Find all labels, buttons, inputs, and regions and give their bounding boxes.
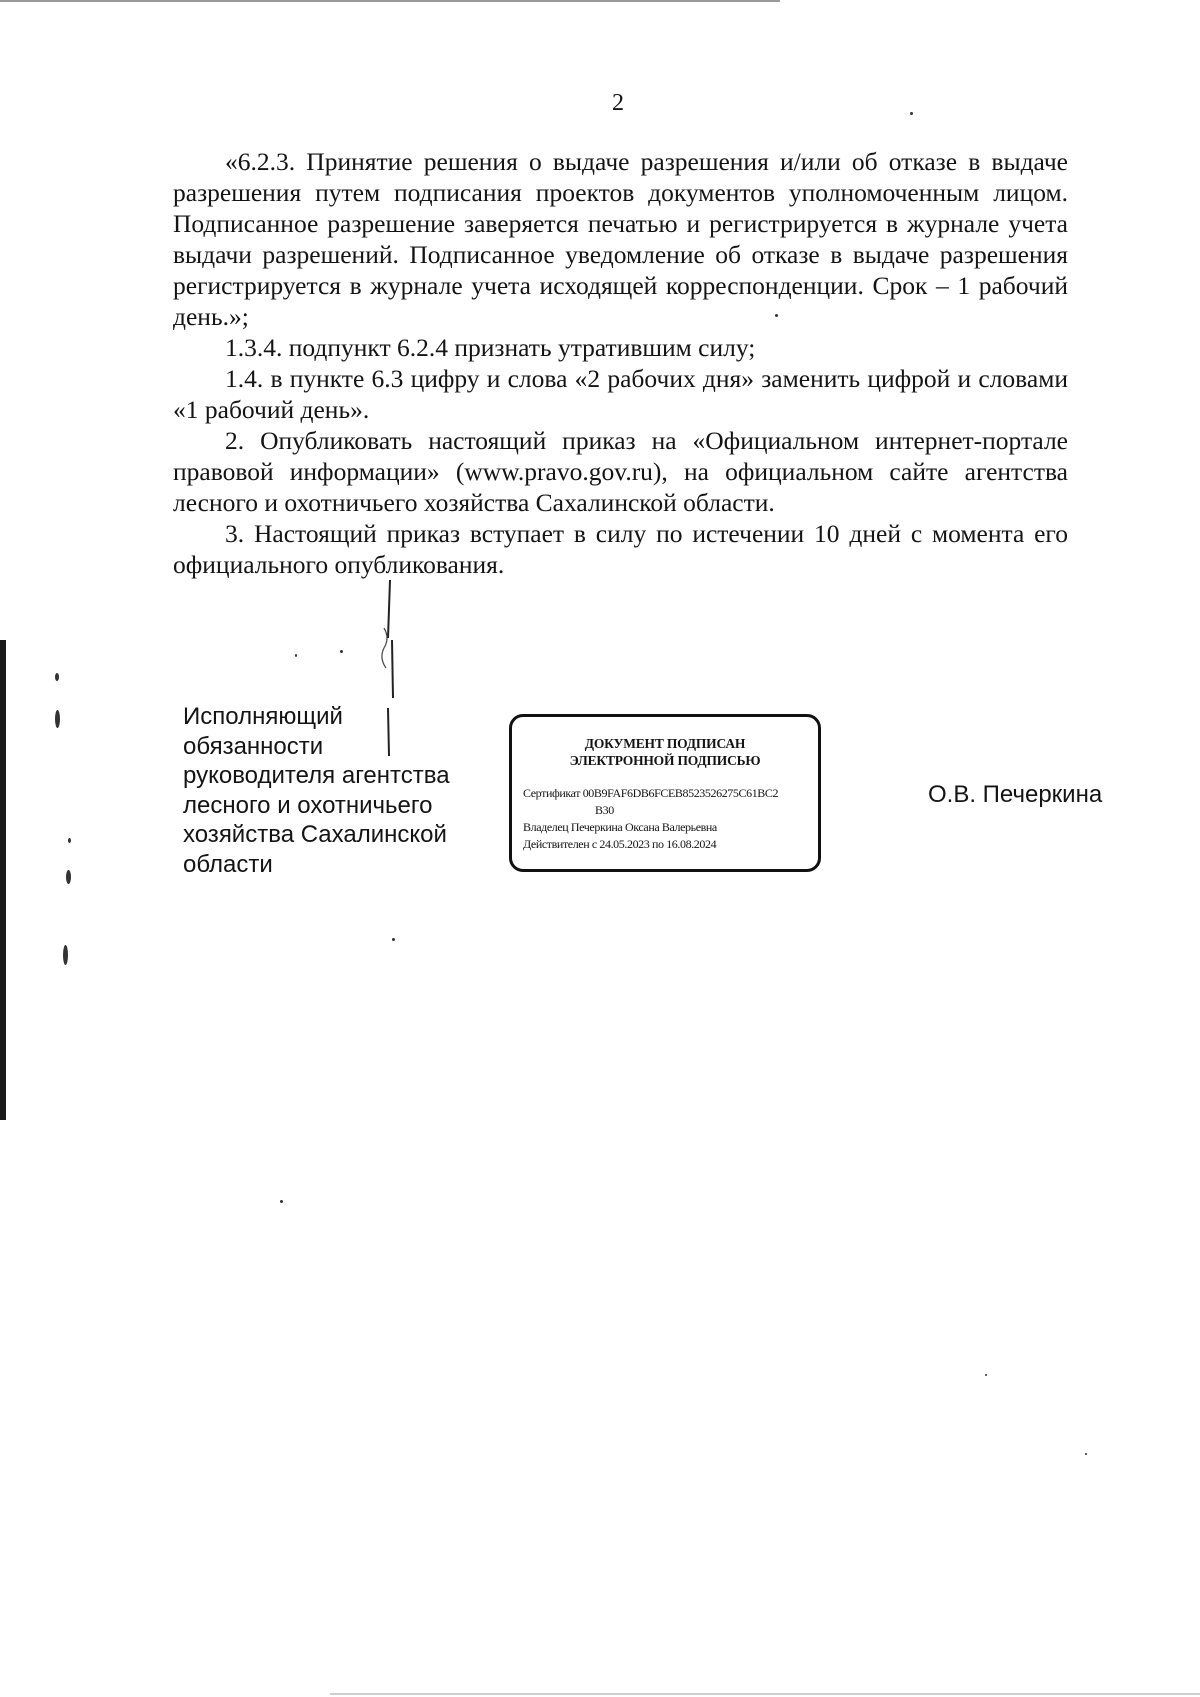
stamp-certificate: Сертификат 00B9FAF6DB6FCEB8523526275C61BC2 xyxy=(523,786,779,800)
signer-title-line: лесного и охотничьего xyxy=(183,791,433,819)
scan-speck xyxy=(55,710,60,728)
scan-edge-bottom xyxy=(330,1693,1200,1695)
stamp-owner: Владелец Печеркина Оксана Валерьевна xyxy=(523,820,717,834)
scan-edge-top xyxy=(0,0,780,2)
signer-title-line: руководителя агентства xyxy=(183,762,450,789)
page-number: 2 xyxy=(612,90,624,116)
paragraph-1-4: 1.4. в пункте 6.3 цифру и слова «2 рабочих дня» заменить цифрой и словами «1 рабочий день». xyxy=(173,364,1068,424)
stamp-heading xyxy=(512,735,818,769)
stamp-validity: Действителен с 24.05.2023 по 16.08.2024 xyxy=(523,837,717,851)
scan-speck xyxy=(392,938,395,941)
scan-speck xyxy=(55,673,59,681)
signer-position xyxy=(183,702,473,879)
signer-title-line: обязанности xyxy=(183,732,324,760)
paragraph-1-3-4: 1.3.4. подпункт 6.2.4 признать утратившим силу; xyxy=(225,333,756,362)
scan-edge-left xyxy=(0,640,20,1120)
scan-speck xyxy=(340,650,343,653)
scan-speck xyxy=(280,1200,283,1203)
scan-speck xyxy=(985,1374,987,1376)
scan-speck xyxy=(910,112,913,115)
scan-speck xyxy=(1085,1453,1087,1455)
signer-title-line: хозяйства Сахалинской xyxy=(183,821,447,848)
scan-speck xyxy=(68,838,71,843)
stamp-details xyxy=(523,785,818,853)
scan-speck xyxy=(63,945,68,965)
scan-speck xyxy=(295,654,297,657)
scan-speck xyxy=(775,314,778,317)
paragraph-6-2-3: «6.2.3. Принятие решения о выдаче разрешения и/или об отказе в выдаче разрешения путем подписания проектов документов уполномоченным лицом. Подписанное разрешение заверяется печатью и регистрируется в журнале учета выдачи разрешений. Подписанное уведомление об отказе в выдаче разрешения регистрируется в журнале учета исходящей корреспонденции. Срок – 1 рабочий день.»; xyxy=(173,147,1068,331)
stamp-certificate-cont: B30 xyxy=(595,803,614,817)
signer-name: О.В. Печеркина xyxy=(928,781,1103,808)
scan-speck xyxy=(66,870,71,884)
signer-title-line: Исполняющий xyxy=(183,703,343,730)
paragraph-2: 2. Опубликовать настоящий приказ на «Официальном интернет-портале правовой информации» (www.pravo.gov.ru), на официальном сайте агентства лесного и охотничьего хозяйства Сахалинской области. xyxy=(173,426,1068,517)
signer-title-line: области xyxy=(183,850,273,878)
stamp-heading-line1: ДОКУМЕНТ ПОДПИСАН xyxy=(584,736,746,751)
stamp-heading-line2: ЭЛЕКТРОННОЙ ПОДПИСЬЮ xyxy=(569,753,761,768)
electronic-signature-stamp xyxy=(509,714,821,872)
paragraph-3: 3. Настоящий приказ вступает в силу по истечении 10 дней с момента его официального опубликования. xyxy=(173,519,1068,579)
document-body xyxy=(173,146,1068,580)
